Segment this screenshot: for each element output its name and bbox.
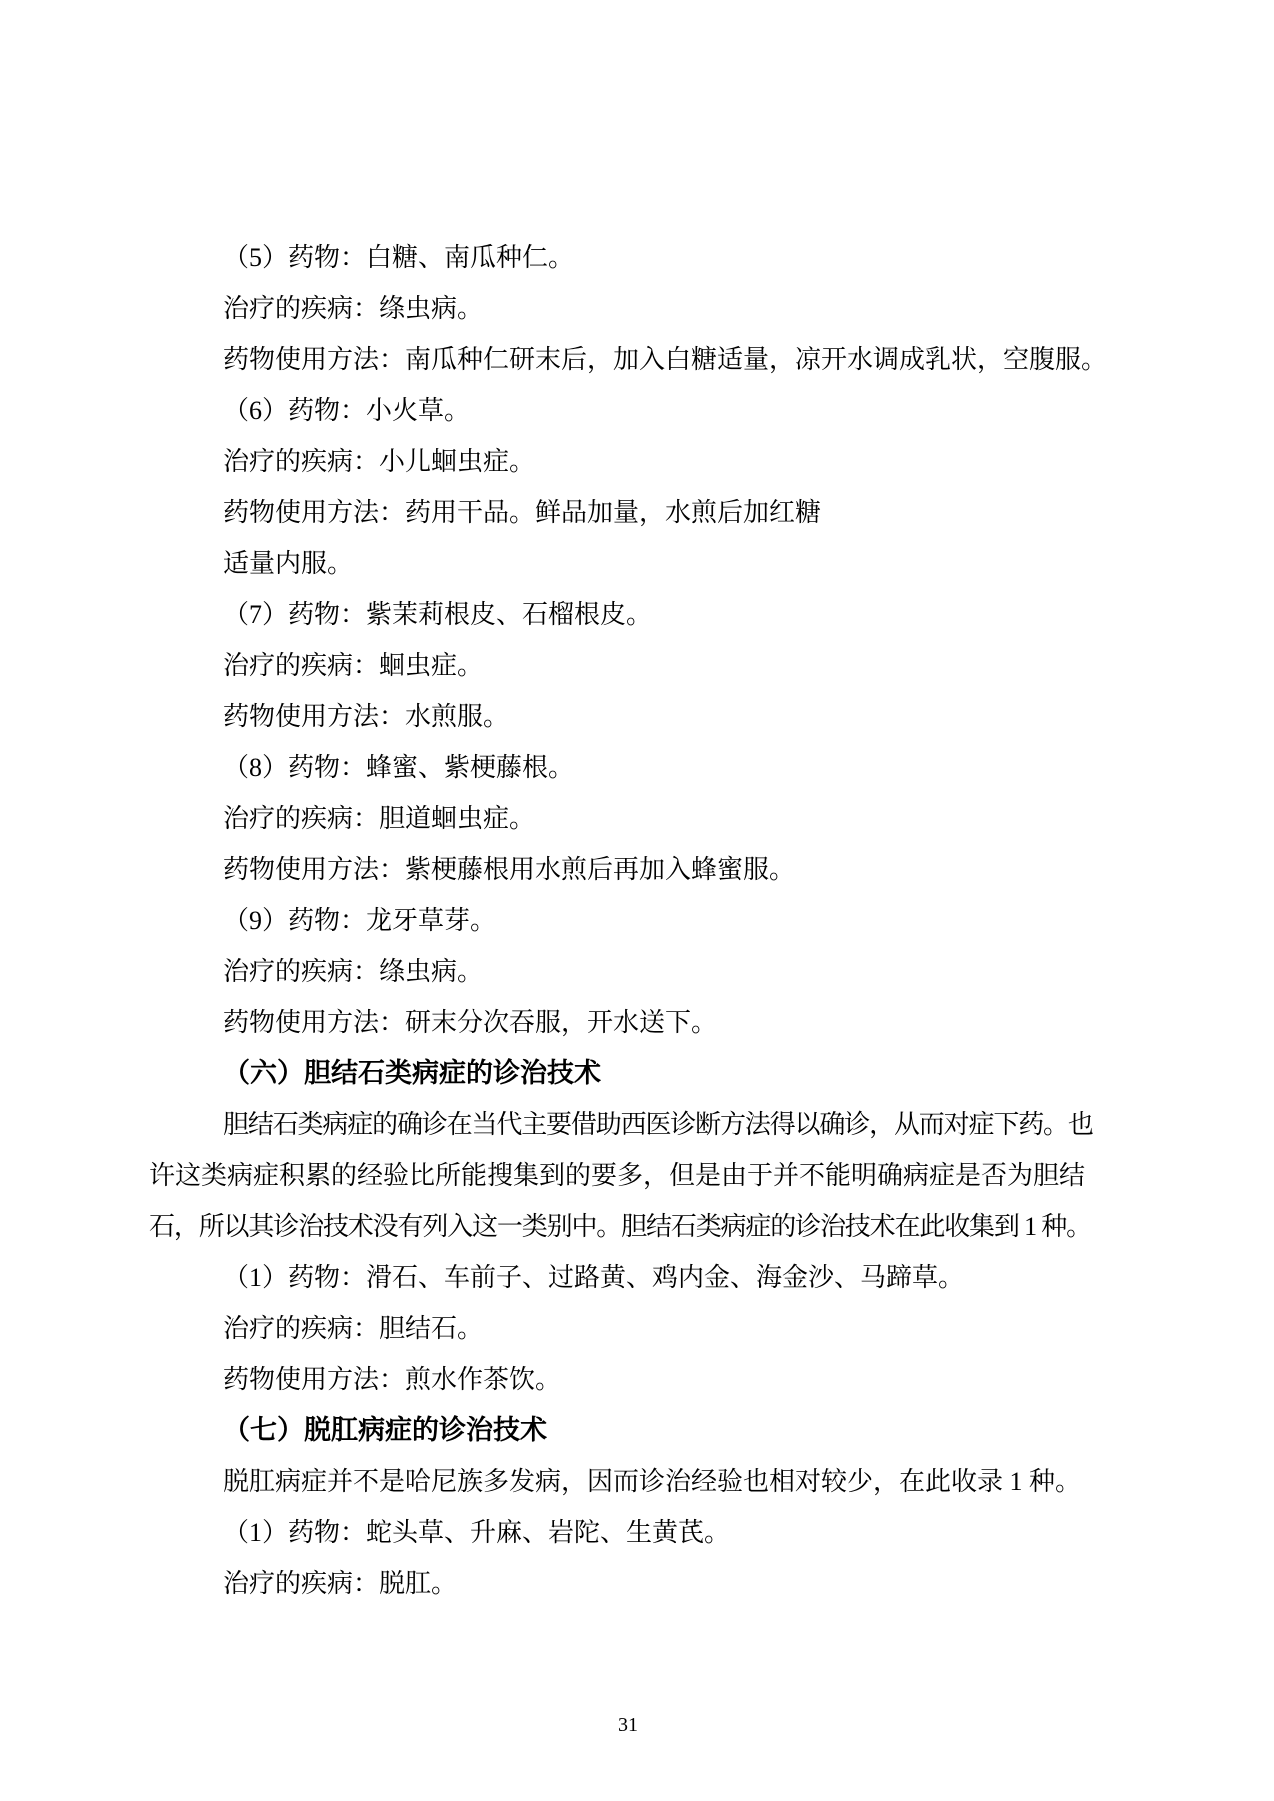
document-line: （1）药物：蛇头草、升麻、岩陀、生黄芪。 (223, 1518, 731, 1547)
document-line: 治疗的疾病：蛔虫症。 (223, 651, 484, 680)
document-line: 许这类病症积累的经验比所能搜集到的要多，但是由于并不能明确病症是否为胆结 (149, 1161, 1086, 1190)
document-line: 治疗的疾病：脱肛。 (223, 1569, 458, 1598)
document-line: 药物使用方法：水煎服。 (223, 702, 510, 731)
document-line: 治疗的疾病：小儿蛔虫症。 (223, 447, 536, 476)
document-line: （8）药物：蜂蜜、紫梗藤根。 (223, 753, 575, 782)
document-line: 治疗的疾病：绦虫病。 (223, 957, 484, 986)
document-line: （6）药物：小火草。 (223, 396, 471, 425)
document-line: 石，所以其诊治技术没有列入这一类别中。胆结石类病症的诊治技术在此收集到 1 种。 (149, 1212, 1092, 1241)
document-line: 治疗的疾病：绦虫病。 (223, 294, 484, 323)
document-line: 药物使用方法：紫梗藤根用水煎后再加入蜂蜜服。 (223, 855, 796, 884)
document-body (149, 232, 1107, 1609)
page-number: 31 (618, 1714, 638, 1736)
document-line: 药物使用方法：药用干品。鲜品加量，水煎后加红糖 (223, 498, 822, 527)
document-line: 胆结石类病症的确诊在当代主要借助西医诊断方法得以确诊，从而对症下药。也 (223, 1110, 1093, 1139)
section-heading-6: （六）胆结石类病症的诊治技术 (223, 1058, 601, 1088)
document-line: 治疗的疾病：胆道蛔虫症。 (223, 804, 536, 833)
document-line: （1）药物：滑石、车前子、过路黄、鸡内金、海金沙、马蹄草。 (223, 1263, 965, 1292)
document-line: 药物使用方法：研末分次吞服，开水送下。 (223, 1008, 718, 1037)
document-line: （7）药物：紫茉莉根皮、石榴根皮。 (223, 600, 653, 629)
document-line: （9）药物：龙牙草芽。 (223, 906, 497, 935)
document-line: （5）药物：白糖、南瓜种仁。 (223, 243, 575, 272)
document-line: 治疗的疾病：胆结石。 (223, 1314, 484, 1343)
document-line: 适量内服。 (223, 549, 354, 578)
document-line: 药物使用方法：煎水作茶饮。 (223, 1365, 562, 1394)
document-line: 药物使用方法：南瓜种仁研末后，加入白糖适量，凉开水调成乳状，空腹服。 (223, 345, 1108, 374)
document-line: 脱肛病症并不是哈尼族多发病，因而诊治经验也相对较少，在此收录 1 种。 (223, 1467, 1082, 1496)
section-heading-7: （七）脱肛病症的诊治技术 (223, 1415, 547, 1445)
